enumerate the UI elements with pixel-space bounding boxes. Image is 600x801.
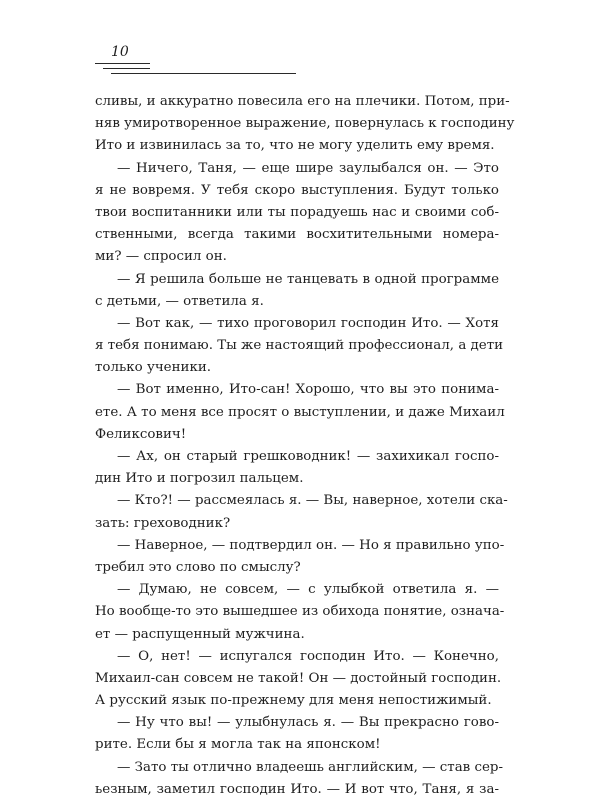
- text-line: с детьми, — ответила я.: [95, 293, 264, 309]
- text-line: Михаил-сан совсем не такой! Он — достойный господин.: [95, 670, 502, 686]
- text-line: требил это слово по смыслу?: [95, 559, 301, 575]
- text-line: только ученики.: [95, 360, 212, 376]
- text-line: — Наверное, — подтвердил он. — Но я правильно упо-: [117, 537, 505, 553]
- body-text: [95, 91, 515, 801]
- header-rule-short-bottom: [103, 68, 150, 69]
- text-line: зать: греховодник?: [95, 515, 231, 531]
- page-number: 10: [111, 44, 129, 60]
- text-line: — Ничего, Таня, — еще шире заулыбался он. — Это: [117, 160, 499, 176]
- text-line: — Зато ты отлично владеешь английским, — став сер-: [117, 759, 503, 775]
- text-line: твои воспитанники или ты порадуешь нас и своими соб-: [95, 204, 499, 220]
- text-line: — Вот именно, Ито-сан! Хорошо, что вы это понима-: [117, 382, 499, 398]
- text-line: — Кто?! — рассмеялась я. — Вы, наверное, хотели ска-: [117, 493, 508, 509]
- text-line: я тебя понимаю. Ты же настоящий профессионал, а дети: [95, 338, 504, 354]
- text-line: — О, нет! — испугался господин Ито. — Конечно,: [117, 648, 499, 664]
- header-rule-short-top: [95, 63, 150, 64]
- text-line: Ито и извинилась за то, что не могу уделить ему время.: [95, 138, 495, 154]
- text-line: — Ах, он старый грешководник! — захихикал госпо-: [117, 449, 499, 464]
- text-line: — Я решила больше не танцевать в одной программе: [117, 271, 499, 287]
- text-line: Но вообще-то это вышедшее из обихода понятие, означа-: [95, 604, 505, 620]
- text-line: я не вовремя. У тебя скоро выступления. Будут только: [95, 182, 499, 198]
- text-line: ми? — спросил он.: [95, 249, 227, 265]
- text-line: ет — распущенный мужчина.: [95, 626, 305, 642]
- text-line: — Вот как, — тихо проговорил господин Ито. — Хотя: [117, 315, 499, 331]
- header-rule-long: [111, 73, 296, 74]
- text-line: — Думаю, не совсем, — с улыбкой ответила я. —: [117, 582, 499, 598]
- text-line: А русский язык по-прежнему для меня непостижимый.: [95, 693, 492, 709]
- text-line: ьезным, заметил господин Ито. — И вот что, Таня, я за-: [95, 781, 499, 797]
- text-line: дин Ито и погрозил пальцем.: [95, 471, 304, 487]
- text-line: сливы, и аккуратно повесила его на плечики. Потом, при-: [95, 94, 510, 109]
- text-line: рите. Если бы я могла так на японском!: [95, 737, 381, 753]
- text-line: ственными, всегда такими восхитительными номера-: [95, 227, 499, 243]
- text-line: — Ну что вы! — улыбнулась я. — Вы прекрасно гово-: [117, 715, 499, 731]
- text-line: ете. А то меня все просят о выступлении, и даже Михаил: [95, 404, 505, 420]
- text-line: няв умиротворенное выражение, повернулась к господину: [95, 116, 515, 132]
- text-line: Феликсович!: [95, 426, 187, 442]
